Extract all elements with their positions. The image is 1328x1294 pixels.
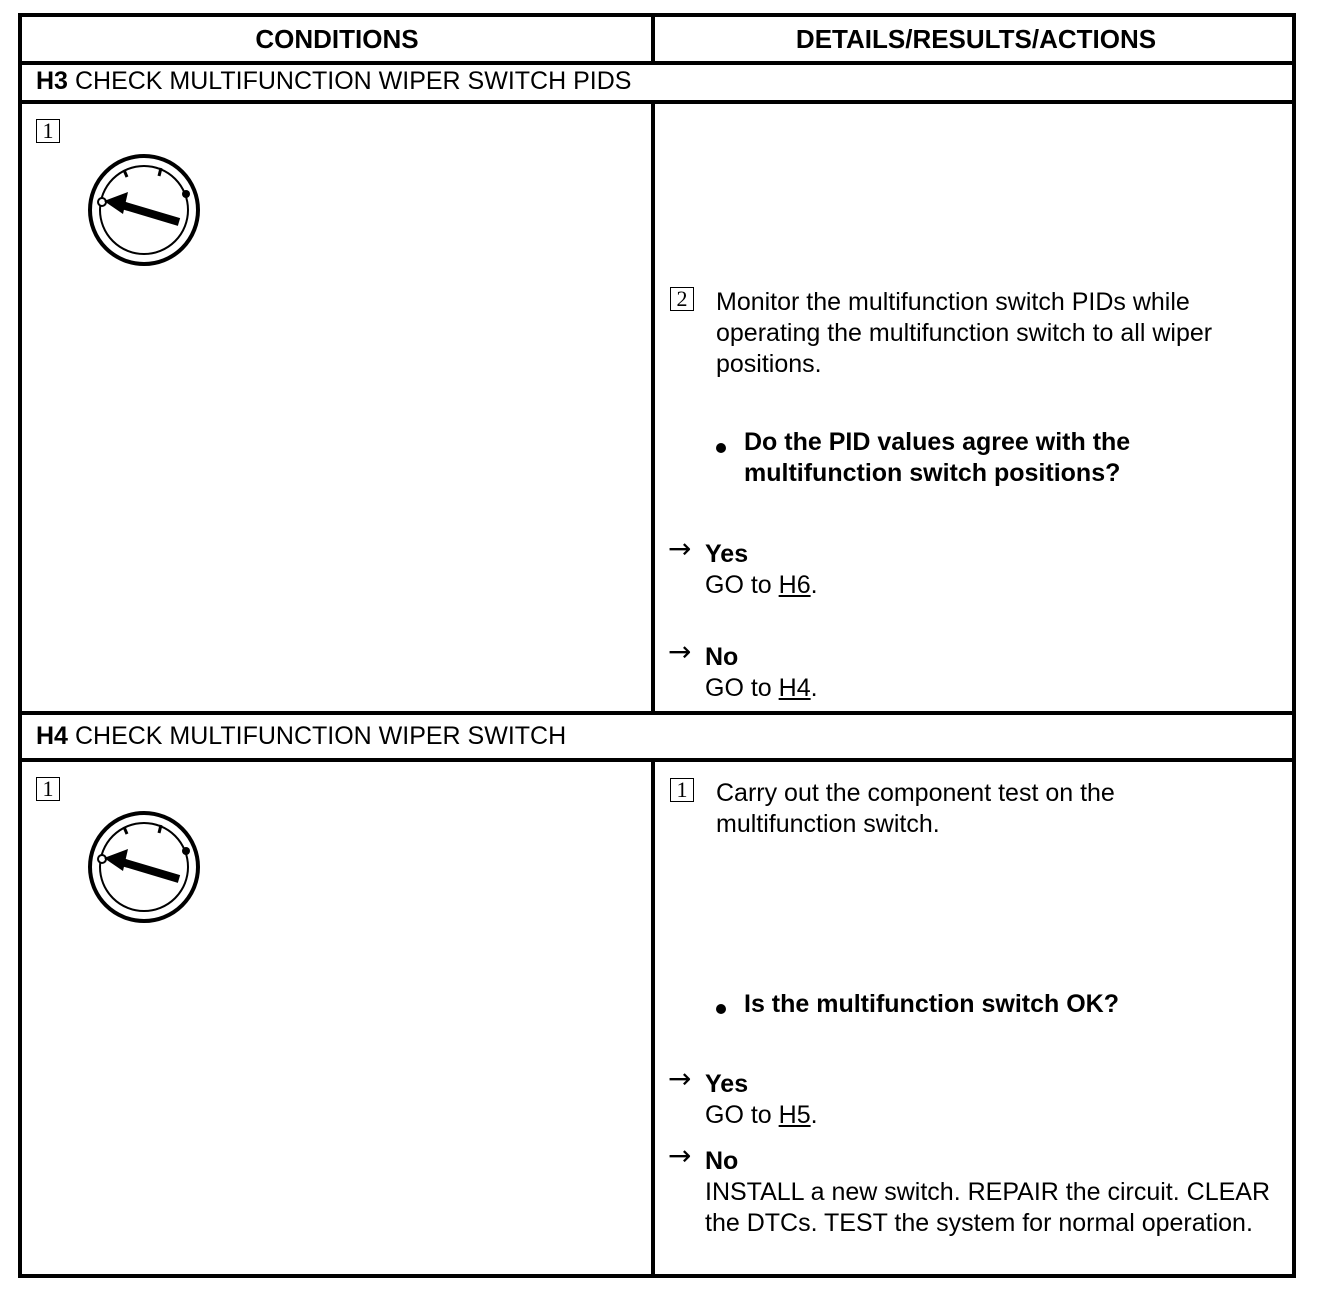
ignition-switch-icon bbox=[84, 807, 206, 925]
step-number-box: 1 bbox=[36, 777, 60, 801]
ignition-switch-icon bbox=[84, 150, 206, 268]
step-id: H4 bbox=[36, 721, 68, 750]
step-number-box: 2 bbox=[670, 287, 694, 311]
answer-yes: Yes GO to H6. bbox=[705, 540, 818, 599]
step-id: H3 bbox=[36, 66, 68, 95]
right-arrow-icon: → bbox=[668, 1062, 692, 1095]
answer-no: No GO to H4. bbox=[705, 643, 818, 702]
answer-yes: Yes GO to H5. bbox=[705, 1070, 818, 1129]
action-text: Carry out the component test on the multifunction switch. bbox=[716, 779, 1115, 838]
answer-no: No INSTALL a new switch. REPAIR the circuit. CLEAR the DTCs. TEST the system for normal operation. bbox=[705, 1147, 1271, 1237]
divider bbox=[22, 100, 1292, 104]
divider bbox=[22, 758, 1292, 762]
action-text: Monitor the multifunction switch PIDs while operating the multifunction switch to all wiper positions. bbox=[716, 288, 1213, 378]
step-title: CHECK MULTIFUNCTION WIPER SWITCH bbox=[74, 721, 567, 750]
step-h3-title bbox=[36, 64, 631, 98]
header-conditions: CONDITIONS bbox=[255, 23, 419, 54]
divider bbox=[651, 17, 655, 65]
diagnostic-table bbox=[18, 13, 1296, 1278]
bullet-icon bbox=[716, 443, 726, 453]
right-arrow-icon: → bbox=[668, 1139, 692, 1172]
step-title: CHECK MULTIFUNCTION WIPER SWITCH PIDS bbox=[74, 66, 632, 95]
step-h4-title bbox=[36, 719, 566, 753]
divider bbox=[651, 100, 655, 715]
divider bbox=[22, 711, 1292, 715]
step-number-box: 1 bbox=[36, 119, 60, 143]
link-h5[interactable]: H5 bbox=[778, 1101, 811, 1129]
right-arrow-icon: → bbox=[668, 532, 692, 565]
right-arrow-icon: → bbox=[668, 635, 692, 668]
question-text: Do the PID values agree with the multifunction switch positions? bbox=[744, 428, 1131, 487]
bullet-icon bbox=[716, 1004, 726, 1014]
header-details: DETAILS/RESULTS/ACTIONS bbox=[795, 23, 1157, 54]
step-number-box: 1 bbox=[670, 778, 694, 802]
divider bbox=[651, 758, 655, 1278]
question-text: Is the multifunction switch OK? bbox=[744, 990, 1119, 1018]
link-h4[interactable]: H4 bbox=[778, 674, 811, 702]
link-h6[interactable]: H6 bbox=[778, 571, 811, 599]
